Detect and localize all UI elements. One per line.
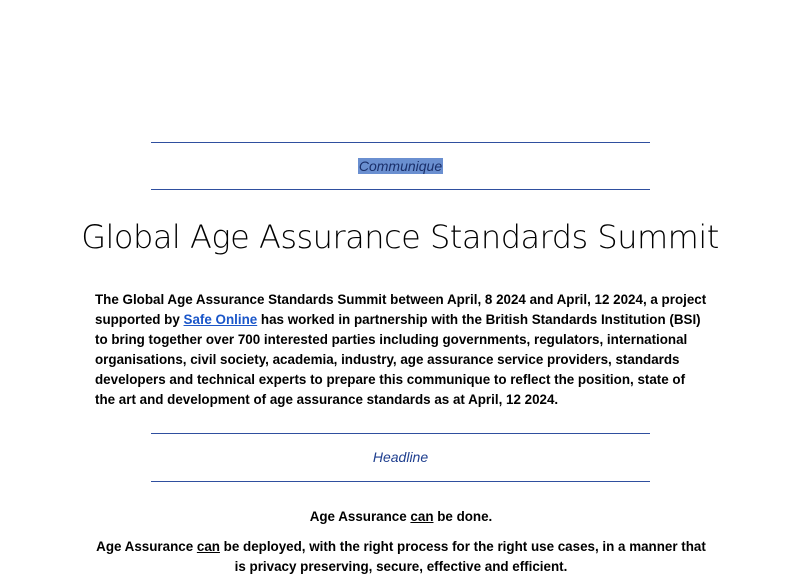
safe-online-link[interactable]: Safe Online xyxy=(183,312,258,327)
communique-label xyxy=(151,158,650,174)
statement1-after: be done. xyxy=(433,509,493,524)
intro-text-2: has worked in partnership with the British Standards Institution (BSI) to bring together over 700 interested parties including governments, regulators, international organisations, civil society, academia, industry, age assurance service providers, standards developers and technical experts to prepare this communique to reflect the position, state of the art and development of age assurance standards as at April, 12 2024. xyxy=(95,312,701,407)
communique-top-rule xyxy=(151,142,650,143)
intro-text-1: The Global Age Assurance Standards Summit between April, 8 2024 and April, 12 2024, a project supported by xyxy=(95,292,707,327)
statement-can-be-done xyxy=(95,507,707,527)
statement1-before: Age Assurance xyxy=(309,509,411,524)
headline-label: Headline xyxy=(372,449,429,465)
headline-top-rule xyxy=(151,433,650,434)
statement1-emphasis: can xyxy=(410,509,434,524)
document-title: Global Age Assurance Standards Summit xyxy=(81,218,719,256)
statement2-after: be deployed, with the right process for the right use cases, in a manner that is privacy preserving, secure, effective and efficient. xyxy=(219,539,706,574)
statement2-before: Age Assurance xyxy=(96,539,197,554)
statement-can-be-deployed xyxy=(95,537,707,577)
communique-bottom-rule xyxy=(151,189,650,190)
intro-paragraph xyxy=(95,290,707,410)
communique-highlight[interactable]: Communique xyxy=(358,158,443,174)
statement2-emphasis: can xyxy=(196,539,220,554)
headline-bottom-rule xyxy=(151,481,650,482)
